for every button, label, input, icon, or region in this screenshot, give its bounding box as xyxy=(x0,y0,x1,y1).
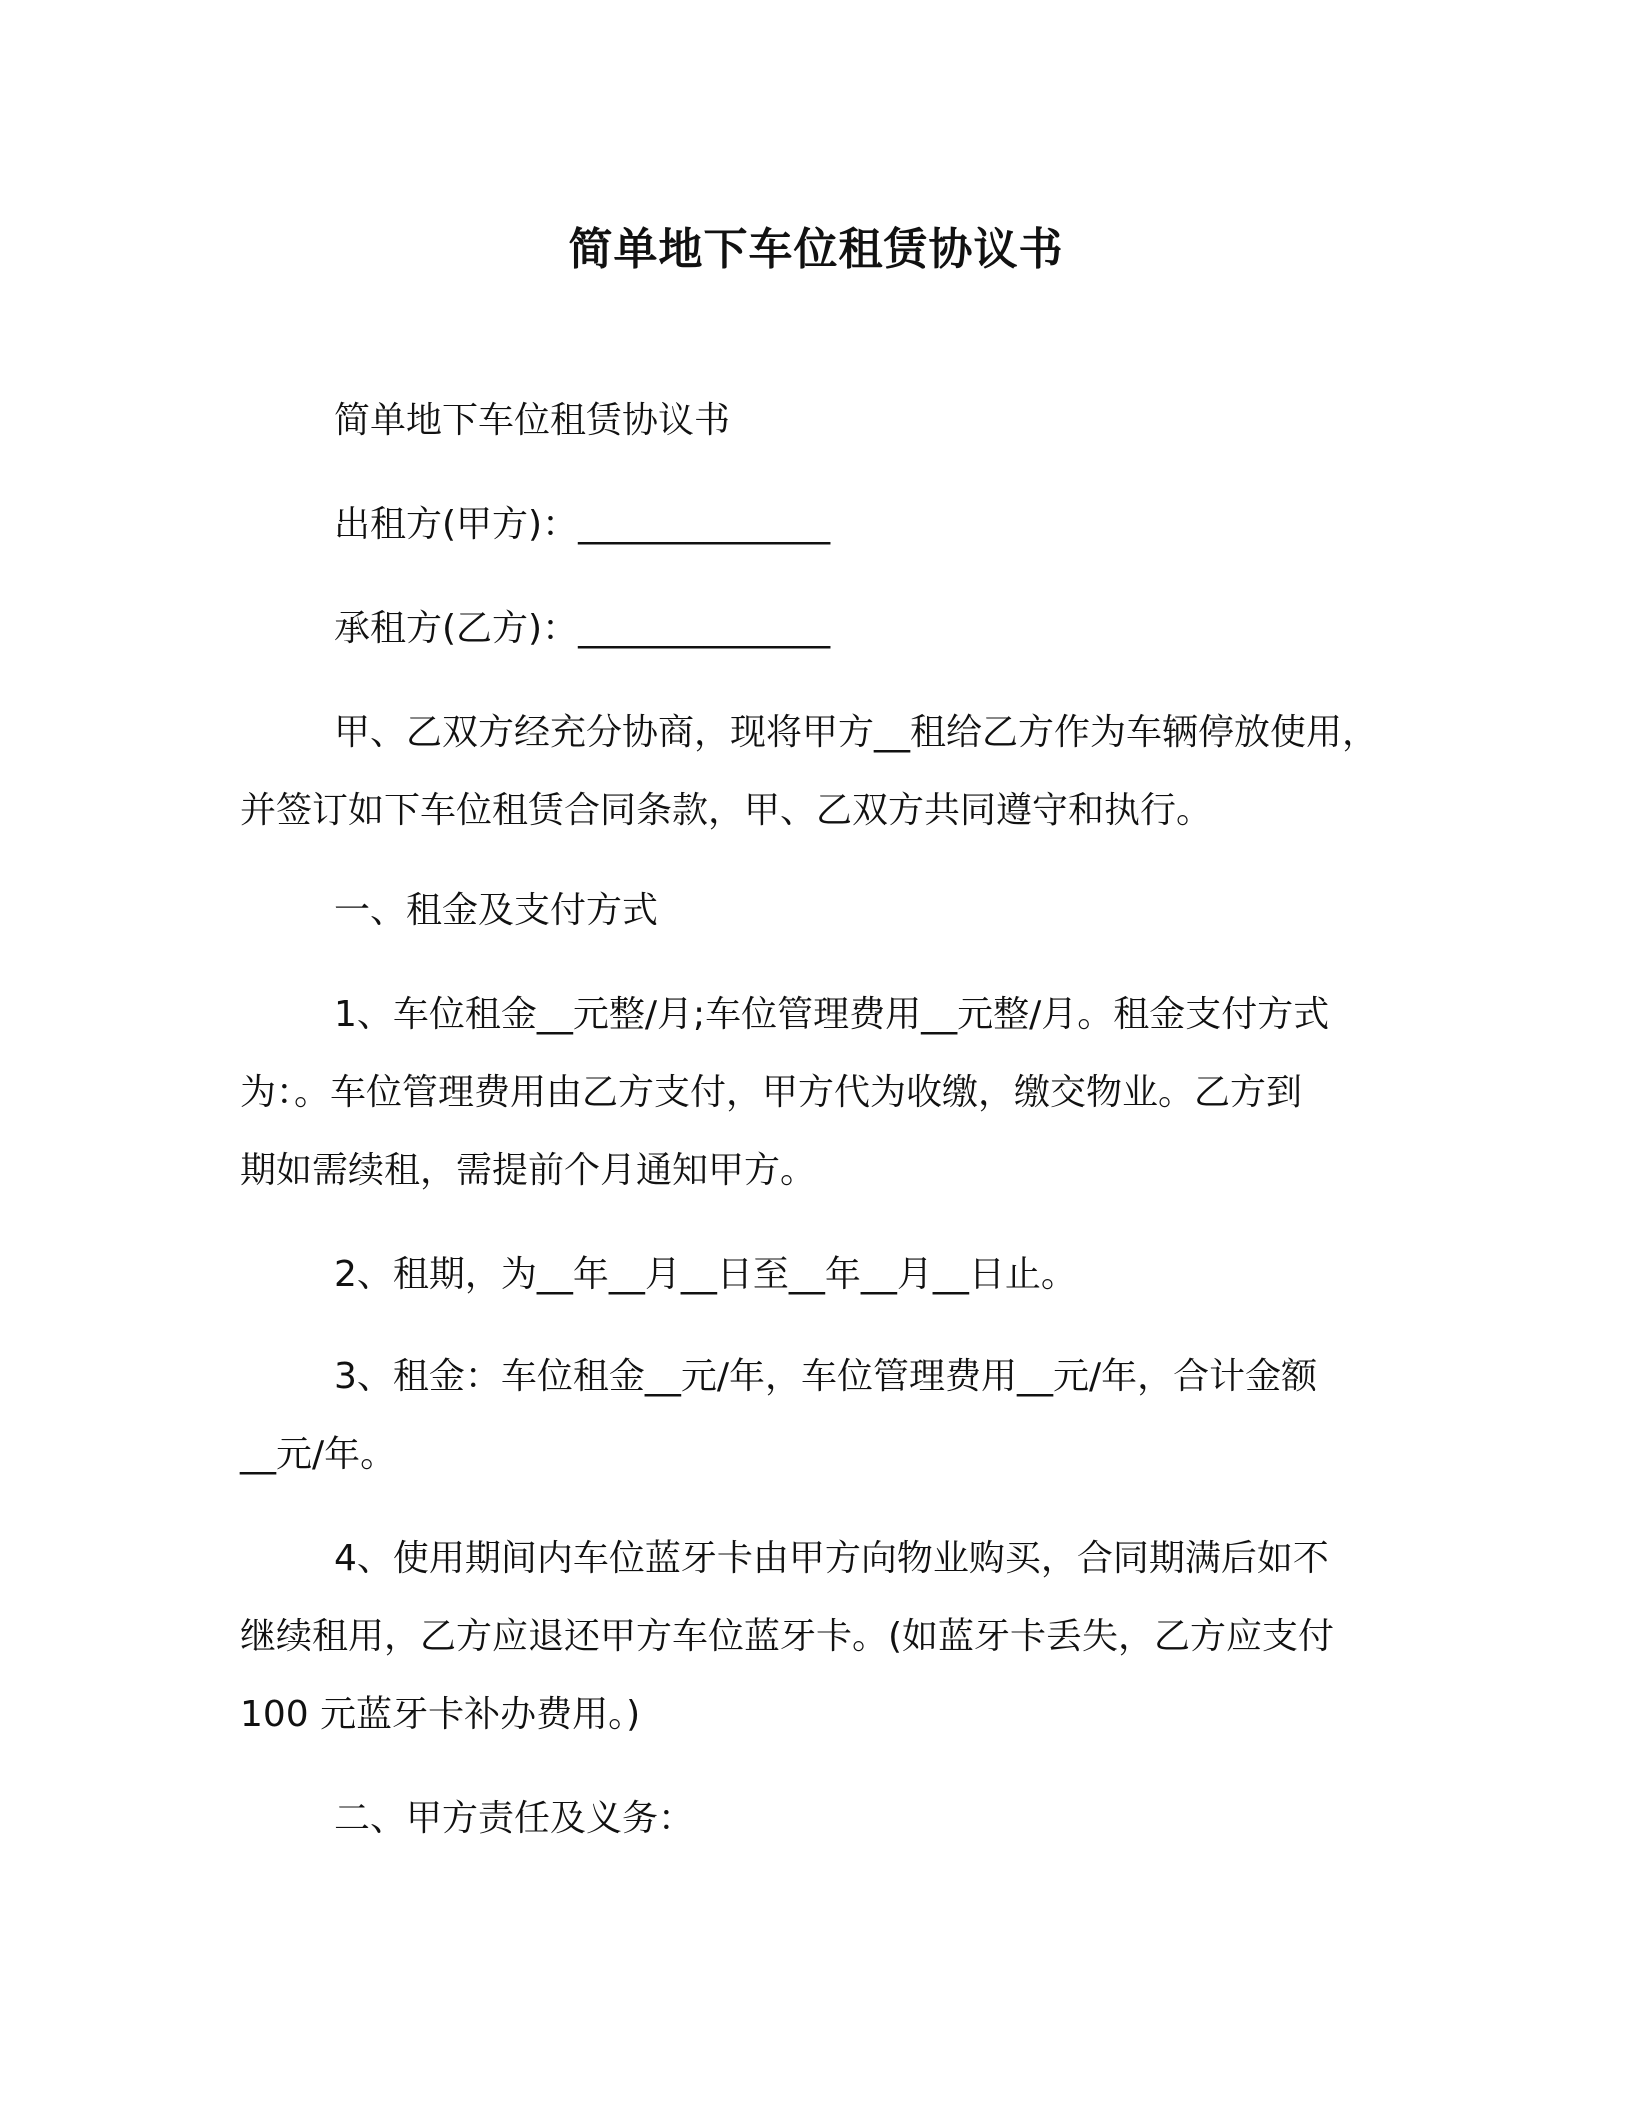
item-3-line-2: __元/年。 xyxy=(240,1434,397,1475)
item-4-line-1: 4、使用期间内车位蓝牙卡由甲方向物业购买，合同期满后如不 xyxy=(334,1538,1329,1579)
item-3-line-1: 3、租金：车位租金__元/年，车位管理费用__元/年，合计金额 xyxy=(334,1356,1318,1397)
section-1-heading: 一、租金及支付方式 xyxy=(334,890,659,931)
item-4-line-2: 继续租用，乙方应退还甲方车位蓝牙卡。(如蓝牙卡丢失，乙方应支付 xyxy=(240,1616,1335,1657)
document-subtitle: 简单地下车位租赁协议书 xyxy=(334,400,731,441)
item-1-line-1: 1、车位租金__元整/月;车位管理费用__元整/月。租金支付方式 xyxy=(334,994,1330,1035)
intro-paragraph-line-2: 并签订如下车位租赁合同条款，甲、乙双方共同遵守和执行。 xyxy=(240,790,1213,831)
lessor-line: 出租方(甲方)：______________ xyxy=(334,504,831,545)
document-title: 简单地下车位租赁协议书 xyxy=(568,224,1064,275)
item-2: 2、租期，为__年__月__日至__年__月__日止。 xyxy=(334,1254,1077,1295)
section-2-heading: 二、甲方责任及义务： xyxy=(334,1798,695,1839)
intro-paragraph-line-1: 甲、乙双方经充分协商，现将甲方__租给乙方作为车辆停放使用， xyxy=(334,712,1379,753)
lessee-line: 承租方(乙方)：______________ xyxy=(334,608,831,649)
item-1-line-2: 为：。车位管理费用由乙方支付，甲方代为收缴，缴交物业。乙方到 xyxy=(240,1072,1303,1113)
item-1-line-3: 期如需续租，需提前个月通知甲方。 xyxy=(240,1150,817,1191)
item-4-line-3: 100 元蓝牙卡补办费用。) xyxy=(240,1694,641,1735)
